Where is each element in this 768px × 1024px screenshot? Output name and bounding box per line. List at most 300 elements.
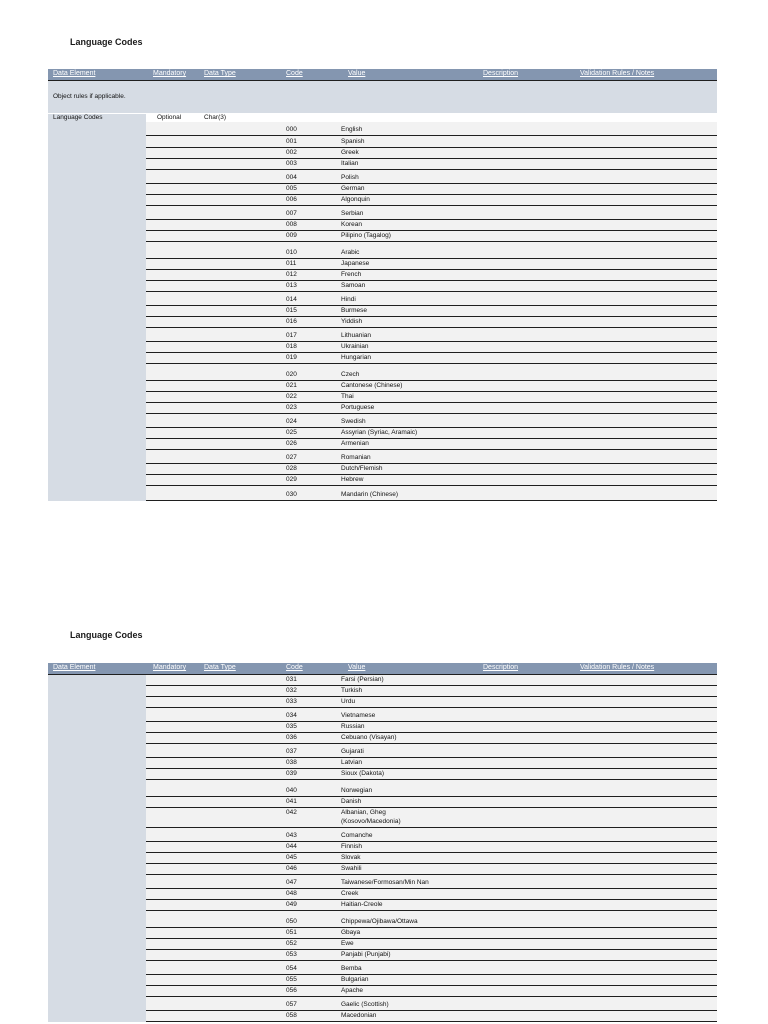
- code-cell: 011: [286, 260, 297, 267]
- value-cell: Comanche: [341, 832, 373, 839]
- value-cell: Russian: [341, 723, 365, 730]
- data-element-cell: [48, 875, 146, 889]
- code-cell: 058: [286, 1012, 297, 1019]
- value-cell: Hindi: [341, 296, 356, 303]
- data-element-cell: [48, 475, 146, 486]
- value-cell: Gbaya: [341, 929, 361, 936]
- row-fill: [146, 403, 717, 413]
- data-element-cell: [48, 1011, 146, 1022]
- code-cell: 018: [286, 343, 297, 350]
- value-cell: Lithuanian: [341, 332, 371, 339]
- value-cell: Bemba: [341, 965, 362, 972]
- code-cell: 038: [286, 759, 297, 766]
- table-row: [48, 450, 717, 464]
- code-cell: 034: [286, 712, 297, 719]
- code-cell: 030: [286, 491, 297, 498]
- code-cell: 028: [286, 465, 297, 472]
- table-row: [48, 475, 717, 486]
- value-cell: Chippewa/Ojibawa/Ottawa: [341, 918, 418, 925]
- value-cell: Polish: [341, 174, 359, 181]
- header-value: Value: [348, 664, 366, 671]
- code-cell: 004: [286, 174, 297, 181]
- value-cell: Norwegian: [341, 787, 373, 794]
- table-row: [48, 797, 717, 808]
- data-element-cell: [48, 853, 146, 864]
- code-cell: 035: [286, 723, 297, 730]
- row-fill: [146, 769, 717, 779]
- data-element-cell: [48, 722, 146, 733]
- value-cell: Greek: [341, 149, 359, 156]
- table-body: [48, 114, 717, 501]
- code-cell: 045: [286, 854, 297, 861]
- data-element-cell: [48, 148, 146, 159]
- value-cell: Swahili: [341, 865, 362, 872]
- table-row: [48, 353, 717, 364]
- data-element-cell: [48, 328, 146, 342]
- data-element-cell: [48, 281, 146, 292]
- data-element-cell: [48, 758, 146, 769]
- code-cell: 051: [286, 929, 297, 936]
- data-element-cell: [48, 136, 146, 148]
- data-element-cell: [48, 306, 146, 317]
- table-row: [48, 1011, 717, 1022]
- row-fill: [146, 733, 717, 743]
- data-element-cell: [48, 900, 146, 911]
- code-cell: 015: [286, 307, 297, 314]
- value-cell: Serbian: [341, 210, 364, 217]
- language-codes-table-2: [48, 663, 717, 1022]
- row-fill: [146, 342, 717, 352]
- row-fill: [146, 170, 717, 183]
- row-fill: [146, 950, 717, 960]
- code-cell: 021: [286, 382, 297, 389]
- value-cell-continued: (Kosovo/Macedonia): [341, 818, 401, 825]
- code-cell: 027: [286, 454, 297, 461]
- table-row: [48, 342, 717, 353]
- table-row: [48, 911, 717, 928]
- value-cell: Japanese: [341, 260, 370, 267]
- table-row: [48, 864, 717, 875]
- value-cell: Taiwanese/Formosan/Min Nan: [341, 879, 429, 886]
- row-fill: [146, 722, 717, 732]
- data-element-cell: [48, 828, 146, 842]
- row-fill: [146, 270, 717, 280]
- table-row: [48, 148, 717, 159]
- row-fill: [146, 259, 717, 269]
- value-cell: Haitian-Creole: [341, 901, 383, 908]
- header-data-element: Data Element: [53, 70, 96, 77]
- row-fill: [146, 864, 717, 874]
- row-fill: [146, 148, 717, 158]
- value-cell: Latvian: [341, 759, 362, 766]
- code-cell: 044: [286, 843, 297, 850]
- table-row: [48, 997, 717, 1011]
- table-row: [48, 900, 717, 911]
- page-title: Language Codes: [70, 630, 143, 640]
- table-row: [48, 439, 717, 450]
- data-element-cell: [48, 464, 146, 475]
- code-cell: 029: [286, 476, 297, 483]
- value-cell: Urdu: [341, 698, 356, 705]
- value-cell: Thai: [341, 393, 354, 400]
- row-fill: [146, 428, 717, 438]
- value-cell: Gujarati: [341, 748, 364, 755]
- table-row: [48, 853, 717, 864]
- value-cell: Creek: [341, 890, 359, 897]
- row-fill: [146, 911, 717, 927]
- row-fill: [146, 744, 717, 757]
- data-element-cell: [48, 864, 146, 875]
- header-data-type: Data Type: [204, 70, 236, 77]
- code-cell: 007: [286, 210, 297, 217]
- value-cell: Czech: [341, 371, 360, 378]
- code-cell: 014: [286, 296, 297, 303]
- code-cell: 003: [286, 160, 297, 167]
- table-row: [48, 195, 717, 206]
- code-cell: 037: [286, 748, 297, 755]
- table-row: [48, 159, 717, 170]
- data-element-cell: [48, 780, 146, 797]
- code-cell: 019: [286, 354, 297, 361]
- data-element-cell: [48, 170, 146, 184]
- table-row: [48, 281, 717, 292]
- table-row: [48, 722, 717, 733]
- table-row: [48, 184, 717, 195]
- value-cell: Gaelic (Scottish): [341, 1001, 389, 1008]
- row-fill: [146, 392, 717, 402]
- value-cell: Sioux (Dakota): [341, 770, 384, 777]
- row-fill: [146, 808, 717, 827]
- value-cell: Apache: [341, 987, 364, 994]
- code-cell: 023: [286, 404, 297, 411]
- table-row: [48, 697, 717, 708]
- table-header: [48, 69, 717, 81]
- table-row: [48, 769, 717, 780]
- row-fill: [146, 450, 717, 463]
- row-fill: [146, 353, 717, 363]
- object-rules-text: Object rules if applicable.: [53, 93, 126, 100]
- data-element-cell: [48, 381, 146, 392]
- data-element-cell: [48, 122, 146, 136]
- data-element-cell: [48, 206, 146, 220]
- data-element-cell: [48, 950, 146, 961]
- table-row: [48, 889, 717, 900]
- table-row: [48, 486, 717, 501]
- table-row: [48, 317, 717, 328]
- row-fill: [146, 697, 717, 707]
- code-cell: 024: [286, 418, 297, 425]
- code-cell: 049: [286, 901, 297, 908]
- value-cell: Slovak: [341, 854, 361, 861]
- value-cell: Albanian, Gheg: [341, 809, 386, 816]
- data-element-cell: [48, 342, 146, 353]
- table-row: [48, 939, 717, 950]
- data-element-cell: [48, 928, 146, 939]
- value-cell: Turkish: [341, 687, 363, 694]
- data-element-cell: [48, 450, 146, 464]
- row-fill: [146, 986, 717, 996]
- row-fill: [146, 136, 717, 147]
- row-fill: [146, 475, 717, 485]
- data-element-cell: [48, 769, 146, 780]
- data-element-cell: [48, 242, 146, 259]
- data-element-cell: [48, 231, 146, 242]
- code-cell: 002: [286, 149, 297, 156]
- value-cell: Macedonian: [341, 1012, 377, 1019]
- value-cell: Vietnamese: [341, 712, 376, 719]
- table-row: [48, 292, 717, 306]
- table-row: [48, 392, 717, 403]
- value-cell: Cantonese (Chinese): [341, 382, 403, 389]
- table-row: [48, 733, 717, 744]
- data-element-cell: [48, 414, 146, 428]
- value-cell: Farsi (Persian): [341, 676, 384, 683]
- data-element-cell: [48, 961, 146, 975]
- value-cell: Danish: [341, 798, 362, 805]
- row-fill: [146, 928, 717, 938]
- data-element-cell: [48, 708, 146, 722]
- code-cell: 052: [286, 940, 297, 947]
- value-cell: Hungarian: [341, 354, 371, 361]
- row-fill: [146, 486, 717, 500]
- row-fill: [146, 292, 717, 305]
- language-codes-table-1: [48, 69, 717, 501]
- table-row: [48, 828, 717, 842]
- header-code: Code: [286, 664, 303, 671]
- page-title: Language Codes: [70, 37, 143, 47]
- row-fill: [146, 675, 717, 685]
- data-element-cell: [48, 439, 146, 450]
- code-cell: 016: [286, 318, 297, 325]
- value-cell: Spanish: [341, 138, 365, 145]
- table-row: [48, 686, 717, 697]
- row-fill: [146, 381, 717, 391]
- data-element-cell: [48, 997, 146, 1011]
- table-row: [48, 270, 717, 281]
- value-cell: Finnish: [341, 843, 362, 850]
- data-element-cell: [48, 842, 146, 853]
- table-row: [48, 206, 717, 220]
- header-value: Value: [348, 70, 366, 77]
- table-row: [48, 259, 717, 270]
- value-cell: Korean: [341, 221, 362, 228]
- code-cell: 013: [286, 282, 297, 289]
- data-element-cell: [48, 270, 146, 281]
- row-fill: [146, 828, 717, 841]
- data-element-cell: [48, 986, 146, 997]
- code-cell: 047: [286, 879, 297, 886]
- data-element-cell: [48, 675, 146, 686]
- row-fill: [146, 328, 717, 341]
- code-cell: 032: [286, 687, 297, 694]
- row-fill: [146, 708, 717, 721]
- row-fill: [146, 997, 717, 1010]
- data-element-cell: [48, 428, 146, 439]
- object-rules-row: [48, 81, 717, 114]
- table-row: [48, 928, 717, 939]
- header-data-element: Data Element: [53, 664, 96, 671]
- code-cell: 025: [286, 429, 297, 436]
- value-cell: Arabic: [341, 249, 360, 256]
- code-cell: 039: [286, 770, 297, 777]
- row-fill: [146, 206, 717, 219]
- table-header: [48, 663, 717, 675]
- code-cell: 050: [286, 918, 297, 925]
- data-element-cell: [48, 159, 146, 170]
- code-cell: 031: [286, 676, 297, 683]
- table-row: [48, 986, 717, 997]
- value-cell: Portuguese: [341, 404, 375, 411]
- value-cell: Italian: [341, 160, 359, 167]
- code-cell: 048: [286, 890, 297, 897]
- value-cell: Samoan: [341, 282, 366, 289]
- table-row: [48, 780, 717, 797]
- code-cell: 057: [286, 1001, 297, 1008]
- code-cell: 040: [286, 787, 297, 794]
- table-row: [48, 875, 717, 889]
- value-cell: Swedish: [341, 418, 366, 425]
- row-fill: [146, 184, 717, 194]
- table-row: [48, 808, 717, 828]
- row-fill: [146, 220, 717, 230]
- row-fill: [146, 464, 717, 474]
- data-element-cell: [48, 184, 146, 195]
- data-element-cell: [48, 220, 146, 231]
- code-cell: 041: [286, 798, 297, 805]
- data-element-cell: [48, 939, 146, 950]
- code-cell: 005: [286, 185, 297, 192]
- code-cell: 043: [286, 832, 297, 839]
- row-fill: [146, 889, 717, 899]
- code-cell: 001: [286, 138, 297, 145]
- data-element-cell: [48, 364, 146, 381]
- value-cell: Pilipino (Tagalog): [341, 232, 391, 239]
- row-fill: [146, 242, 717, 258]
- code-cell: 056: [286, 987, 297, 994]
- value-cell: Assyrian (Syriac, Aramaic): [341, 429, 418, 436]
- row-fill: [146, 686, 717, 696]
- data-element-cell: [48, 317, 146, 328]
- data-element-cell: [48, 259, 146, 270]
- data-element-cell: [48, 808, 146, 828]
- table-row: [48, 675, 717, 686]
- table-row: [48, 708, 717, 722]
- value-cell: Dutch/Flemish: [341, 465, 383, 472]
- code-cell: 010: [286, 249, 297, 256]
- code-cell: 009: [286, 232, 297, 239]
- row-fill: [146, 975, 717, 985]
- row-fill: [146, 439, 717, 449]
- value-cell: English: [341, 126, 363, 133]
- header-validation: Validation Rules / Notes: [580, 664, 655, 671]
- table-row: [48, 122, 717, 136]
- data-element-cell: [48, 486, 146, 501]
- code-cell: 008: [286, 221, 297, 228]
- row-fill: [146, 281, 717, 291]
- row-fill: [146, 780, 717, 796]
- value-cell: French: [341, 271, 362, 278]
- code-cell: 046: [286, 865, 297, 872]
- row-fill: [146, 364, 717, 380]
- row-fill: [146, 122, 717, 135]
- data-element-cell: [48, 195, 146, 206]
- row-fill: [146, 842, 717, 852]
- code-cell: 006: [286, 196, 297, 203]
- header-data-type: Data Type: [204, 664, 236, 671]
- data-element-cell: [48, 975, 146, 986]
- field-mandatory: Optional: [157, 114, 182, 121]
- value-cell: Algonquin: [341, 196, 370, 203]
- data-element-cell: [48, 911, 146, 928]
- table-row: [48, 231, 717, 242]
- code-cell: 022: [286, 393, 297, 400]
- row-fill: [146, 797, 717, 807]
- value-cell: Ukrainian: [341, 343, 369, 350]
- row-fill: [146, 758, 717, 768]
- data-element-cell: [48, 744, 146, 758]
- data-element-cell: [48, 733, 146, 744]
- table-row: [48, 170, 717, 184]
- header-mandatory: Mandatory: [153, 664, 187, 671]
- value-cell: Bulgarian: [341, 976, 369, 983]
- code-cell: 042: [286, 809, 297, 816]
- table-row: [48, 242, 717, 259]
- table-row: [48, 328, 717, 342]
- code-cell: 020: [286, 371, 297, 378]
- value-cell: Ewe: [341, 940, 354, 947]
- table-row: [48, 136, 717, 148]
- data-element-cell: [48, 353, 146, 364]
- row-fill: [146, 195, 717, 205]
- table-row: [48, 961, 717, 975]
- field-data-type: Char(3): [204, 114, 227, 121]
- value-cell: Yiddish: [341, 318, 363, 325]
- data-element-cell: [48, 889, 146, 900]
- table-row: [48, 403, 717, 414]
- code-cell: 012: [286, 271, 297, 278]
- row-fill: [146, 414, 717, 427]
- value-cell: Romanian: [341, 454, 371, 461]
- table-body: [48, 675, 717, 1022]
- row-fill: [146, 853, 717, 863]
- field-name: Language Codes: [53, 114, 103, 121]
- value-cell: Hebrew: [341, 476, 364, 483]
- value-cell: German: [341, 185, 365, 192]
- row-fill: [146, 875, 717, 888]
- table-row: [48, 414, 717, 428]
- value-cell: Armenian: [341, 440, 369, 447]
- row-fill: [146, 900, 717, 910]
- table-row: [48, 306, 717, 317]
- header-code: Code: [286, 70, 303, 77]
- table-row: [48, 758, 717, 769]
- row-fill: [146, 939, 717, 949]
- table-row: [48, 364, 717, 381]
- row-fill: [146, 317, 717, 327]
- table-row: [48, 428, 717, 439]
- table-row: [48, 950, 717, 961]
- table-row: [48, 220, 717, 231]
- table-row: [48, 381, 717, 392]
- row-fill: [146, 1011, 717, 1021]
- code-cell: 033: [286, 698, 297, 705]
- data-element-cell: [48, 686, 146, 697]
- value-cell: Cebuano (Visayan): [341, 734, 397, 741]
- code-cell: 017: [286, 332, 297, 339]
- row-fill: [146, 961, 717, 974]
- header-description: Description: [483, 664, 519, 671]
- value-cell: Burmese: [341, 307, 368, 314]
